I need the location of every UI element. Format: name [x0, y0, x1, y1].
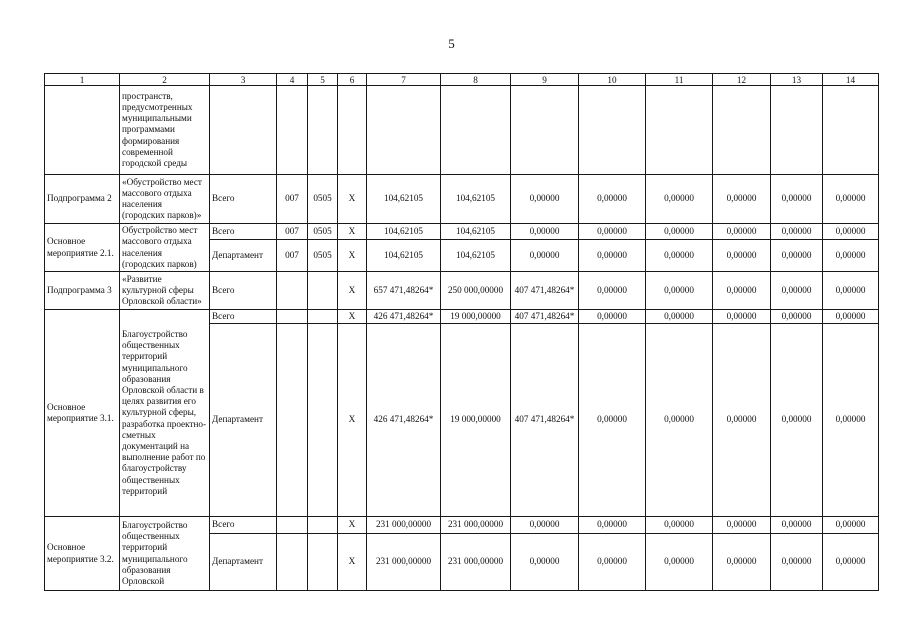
- col-header: 5: [308, 74, 338, 86]
- table-cell: 0,00000: [823, 534, 879, 591]
- table-cell: 407 471,48264*: [511, 310, 579, 324]
- table-cell: 0,00000: [579, 224, 646, 240]
- table-cell: 104,62105: [441, 224, 511, 240]
- col-header: 7: [367, 74, 441, 86]
- table-cell: 0,00000: [713, 517, 771, 534]
- table-cell: 0,00000: [771, 272, 823, 310]
- table-cell: 007: [277, 240, 308, 272]
- table-cell: [308, 272, 338, 310]
- table-cell: 0,00000: [713, 272, 771, 310]
- table-cell: 104,62105: [367, 240, 441, 272]
- table-cell: «Обустройство мест массового отдыха населения (городских парков)»: [120, 175, 210, 224]
- table-row: [45, 517, 879, 534]
- table-cell: 0,00000: [579, 240, 646, 272]
- table-cell: 0,00000: [713, 175, 771, 224]
- table-cell: Х: [338, 324, 367, 517]
- table-cell: 0,00000: [771, 175, 823, 224]
- col-header: 9: [511, 74, 579, 86]
- table-cell: 0,00000: [771, 240, 823, 272]
- table-cell: 0,00000: [771, 224, 823, 240]
- table-cell: 007: [277, 175, 308, 224]
- table-cell: 0,00000: [771, 534, 823, 591]
- table-cell: 0,00000: [511, 534, 579, 591]
- table-cell: Подпрограмма 2: [45, 175, 120, 224]
- table-cell: 0,00000: [713, 224, 771, 240]
- col-header: 4: [277, 74, 308, 86]
- col-header: 14: [823, 74, 879, 86]
- table-cell: Х: [338, 517, 367, 534]
- table-cell: Основное мероприятие 3.2.: [45, 517, 120, 591]
- table-cell: 007: [277, 224, 308, 240]
- table-cell: Х: [338, 240, 367, 272]
- table-cell: [441, 86, 511, 175]
- table-cell: [338, 86, 367, 175]
- table-cell: [308, 324, 338, 517]
- table-cell: 104,62105: [367, 224, 441, 240]
- table-cell: 0,00000: [579, 272, 646, 310]
- table-cell: 426 471,48264*: [367, 324, 441, 517]
- table-cell: Х: [338, 534, 367, 591]
- table-cell: 0,00000: [511, 517, 579, 534]
- table-cell: 0,00000: [579, 324, 646, 517]
- table-row: [45, 310, 879, 324]
- table-cell: 407 471,48264*: [511, 324, 579, 517]
- table-cell: [579, 86, 646, 175]
- table-cell: 231 000,00000: [441, 517, 511, 534]
- table-cell: Основное мероприятие 3.1.: [45, 310, 120, 517]
- table-cell: Департамент: [210, 534, 277, 591]
- table-cell: 0,00000: [713, 534, 771, 591]
- table-cell: 19 000,00000: [441, 324, 511, 517]
- table-cell: 19 000,00000: [441, 310, 511, 324]
- table-cell: 104,62105: [441, 240, 511, 272]
- table-row: [45, 224, 879, 240]
- table-cell: 0,00000: [646, 310, 713, 324]
- table-cell: 0505: [308, 175, 338, 224]
- table-cell: Всего: [210, 224, 277, 240]
- table-cell: пространств, предусмотренных муниципальными программами формирования современной городской среды: [120, 86, 210, 175]
- table-cell: [277, 86, 308, 175]
- table-cell: «Развитие культурной сферы Орловской области»: [120, 272, 210, 310]
- table-cell: 0,00000: [579, 517, 646, 534]
- table-cell: Подпрограмма 3: [45, 272, 120, 310]
- table-cell: Благоустройство общественных территорий муниципального образования Орловской области в целях развития его культурной сферы, разработка проектно-сметных документаций на выполнение работ по благоустройству общественных территорий: [120, 310, 210, 517]
- table-cell: 426 471,48264*: [367, 310, 441, 324]
- table-cell: 0,00000: [713, 240, 771, 272]
- col-header: 6: [338, 74, 367, 86]
- table-cell: 0,00000: [579, 175, 646, 224]
- table-cell: 231 000,00000: [367, 517, 441, 534]
- table-cell: [308, 517, 338, 534]
- table-cell: Всего: [210, 272, 277, 310]
- col-header: 2: [120, 74, 210, 86]
- table-cell: [308, 310, 338, 324]
- col-header: 8: [441, 74, 511, 86]
- table-cell: [277, 534, 308, 591]
- table-cell: [367, 86, 441, 175]
- table-cell: Всего: [210, 517, 277, 534]
- table-cell: 0,00000: [646, 517, 713, 534]
- table-cell: [713, 86, 771, 175]
- table-cell: 0,00000: [713, 310, 771, 324]
- table-cell: 250 000,00000: [441, 272, 511, 310]
- col-header: 13: [771, 74, 823, 86]
- table-cell: [511, 86, 579, 175]
- table-cell: 0,00000: [823, 224, 879, 240]
- table-cell: 407 471,48264*: [511, 272, 579, 310]
- table-cell: 0,00000: [823, 310, 879, 324]
- table-cell: [823, 86, 879, 175]
- table-cell: 0,00000: [713, 324, 771, 517]
- table-cell: 0,00000: [646, 272, 713, 310]
- table-cell: 0,00000: [646, 534, 713, 591]
- table-cell: 0505: [308, 224, 338, 240]
- col-header: 12: [713, 74, 771, 86]
- table-cell: 0,00000: [646, 175, 713, 224]
- table-cell: Х: [338, 224, 367, 240]
- table-cell: Всего: [210, 175, 277, 224]
- table-cell: 657 471,48264*: [367, 272, 441, 310]
- table-cell: 231 000,00000: [441, 534, 511, 591]
- table-cell: Обустройство мест массового отдыха населения (городских парков): [120, 224, 210, 272]
- table-cell: 0,00000: [511, 175, 579, 224]
- table-cell: 0,00000: [823, 517, 879, 534]
- table-cell: [646, 86, 713, 175]
- page-number: 5: [448, 36, 455, 51]
- table-cell: [771, 86, 823, 175]
- table-cell: 0,00000: [511, 224, 579, 240]
- table-cell: [210, 86, 277, 175]
- table-cell: 0,00000: [823, 240, 879, 272]
- table-cell: 0,00000: [646, 240, 713, 272]
- table-cell: Департамент: [210, 240, 277, 272]
- table-cell: Всего: [210, 310, 277, 324]
- table-cell: Х: [338, 272, 367, 310]
- table-cell: 0,00000: [579, 310, 646, 324]
- table-cell: 104,62105: [441, 175, 511, 224]
- table-cell: [308, 534, 338, 591]
- budget-table: [44, 73, 879, 591]
- table-cell: 0,00000: [771, 517, 823, 534]
- table-cell: [45, 86, 120, 175]
- table-cell: 0505: [308, 240, 338, 272]
- table-cell: [277, 310, 308, 324]
- table-cell: [277, 517, 308, 534]
- table-row: [45, 86, 879, 175]
- col-header: 1: [45, 74, 120, 86]
- table-row: [45, 272, 879, 310]
- table-cell: [308, 86, 338, 175]
- table-cell: 0,00000: [823, 272, 879, 310]
- table-cell: Благоустройство общественных территорий муниципального образования Орловской: [120, 517, 210, 591]
- col-header: 3: [210, 74, 277, 86]
- table-cell: 0,00000: [771, 324, 823, 517]
- table-cell: 0,00000: [579, 534, 646, 591]
- table-cell: 104,62105: [367, 175, 441, 224]
- col-header: 11: [646, 74, 713, 86]
- table-cell: 0,00000: [646, 324, 713, 517]
- table-cell: 0,00000: [823, 175, 879, 224]
- table-cell: 231 000,00000: [367, 534, 441, 591]
- table-cell: [277, 272, 308, 310]
- table-row: [45, 175, 879, 224]
- table-cell: 0,00000: [511, 240, 579, 272]
- table-cell: 0,00000: [823, 324, 879, 517]
- header-row: [45, 74, 879, 86]
- table-cell: Основное мероприятие 2.1.: [45, 224, 120, 272]
- table-cell: [277, 324, 308, 517]
- col-header: 10: [579, 74, 646, 86]
- table-cell: 0,00000: [771, 310, 823, 324]
- table-cell: 0,00000: [646, 224, 713, 240]
- table-cell: Х: [338, 310, 367, 324]
- table-cell: Х: [338, 175, 367, 224]
- table-cell: Департамент: [210, 324, 277, 517]
